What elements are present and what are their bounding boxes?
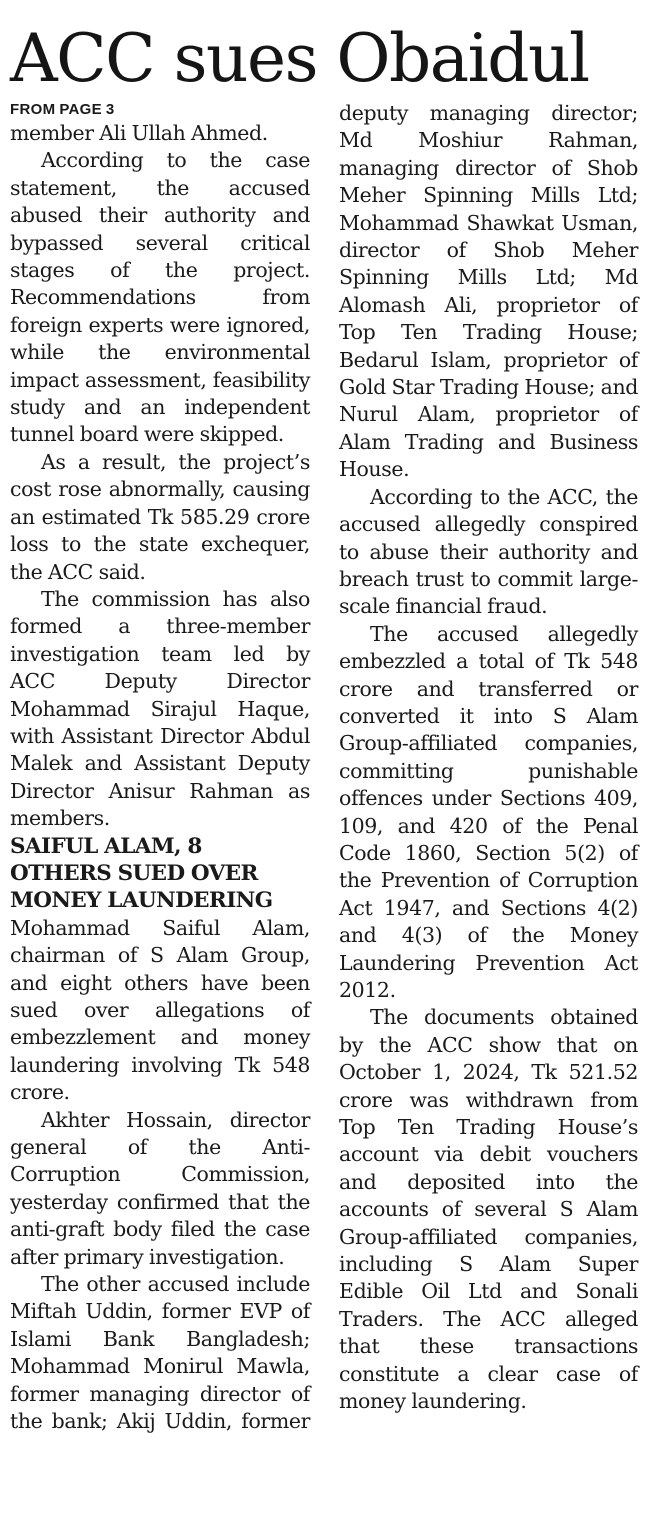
continuation-kicker: FROM PAGE 3 — [10, 101, 115, 118]
headline: ACC sues Obaidul — [10, 20, 589, 97]
paragraph: As a result, the project’s cost rose abnormally, causing an estimated Tk 585.29 crore loss to the state exchequer, the ACC said. — [10, 449, 310, 584]
paragraph-continued: member Ali Ullah Ahmed. — [10, 121, 268, 145]
paragraph: The accused allegedly embezzled a total of Tk 548 crore and transferred or converted it into S Alam Group-affiliated companies, committing punishable offences under Sections 409, 109, and 420 of the Penal Code 1860, Section 5(2) of the Prevention of Corruption Act 1947, and Sections 4(2) and 4(3) of the Money Laundering Prevention Act 2012. — [339, 621, 638, 1002]
paragraph-continued: deputy managing director; Md Moshiur Rahman, managing director of Shob Meher Spinning Mills Ltd; Mohammad Shawkat Usman, director of Shob Meher Spinning Mills Ltd; Md Alomash Ali, proprietor of Top Ten Trading House; Bedarul Islam, proprietor of Gold Star Trading House; and Nurul Alam, proprietor of Alam Trading and Business House. — [339, 101, 638, 482]
subheading-line: MONEY LAUNDERING — [10, 888, 273, 914]
paragraph: Akhter Hossain, director general of the Anti-Corruption Commission, yesterday confirmed that the anti-graft body filed the case after primary investigation. — [10, 1107, 310, 1269]
subheading-line: OTHERS SUED OVER — [10, 860, 258, 886]
paragraph: The documents obtained by the ACC show that on October 1, 2024, Tk 521.52 crore was withdrawn from Top Ten Trading House’s account via debit vouchers and deposited into the accounts of several S Alam Group-affiliated companies, including S Alam Super Edible Oil Ltd and Sonali Traders. The ACC alleged that these transactions constitute a clear case of money laundering. — [339, 1005, 638, 1414]
subheading-line: SAIFUL ALAM, 8 — [10, 833, 202, 859]
paragraph: According to the case statement, the accused abused their authority and bypassed several critical stages of the project. Recommendations from foreign experts were ignored, while the environmental impact assessment, feasibility study and an independent tunnel board were skipped. — [10, 148, 310, 447]
subheading — [10, 833, 310, 915]
paragraph: Mohammad Saiful Alam, chairman of S Alam Group, and eight others have been sued over allegations of embezzlement and money laundering involving Tk 548 crore. — [10, 915, 310, 1105]
right-column — [339, 100, 638, 1416]
paragraph-continues: The other accused include Miftah Uddin, former EVP of Islami Bank Bangladesh; Mohammad Monirul Mawla, former managing director of the bank; Akij Uddin, former — [10, 1272, 310, 1434]
left-column — [10, 100, 310, 1436]
paragraph: According to the ACC, the accused allegedly conspired to abuse their authority and breach trust to commit large-scale financial fraud. — [339, 484, 638, 619]
paragraph: The commission has also formed a three-member investigation team led by ACC Deputy Director Mohammad Sirajul Haque, with Assistant Director Abdul Malek and Assistant Deputy Director Anisur Rahman as members. — [10, 586, 310, 831]
